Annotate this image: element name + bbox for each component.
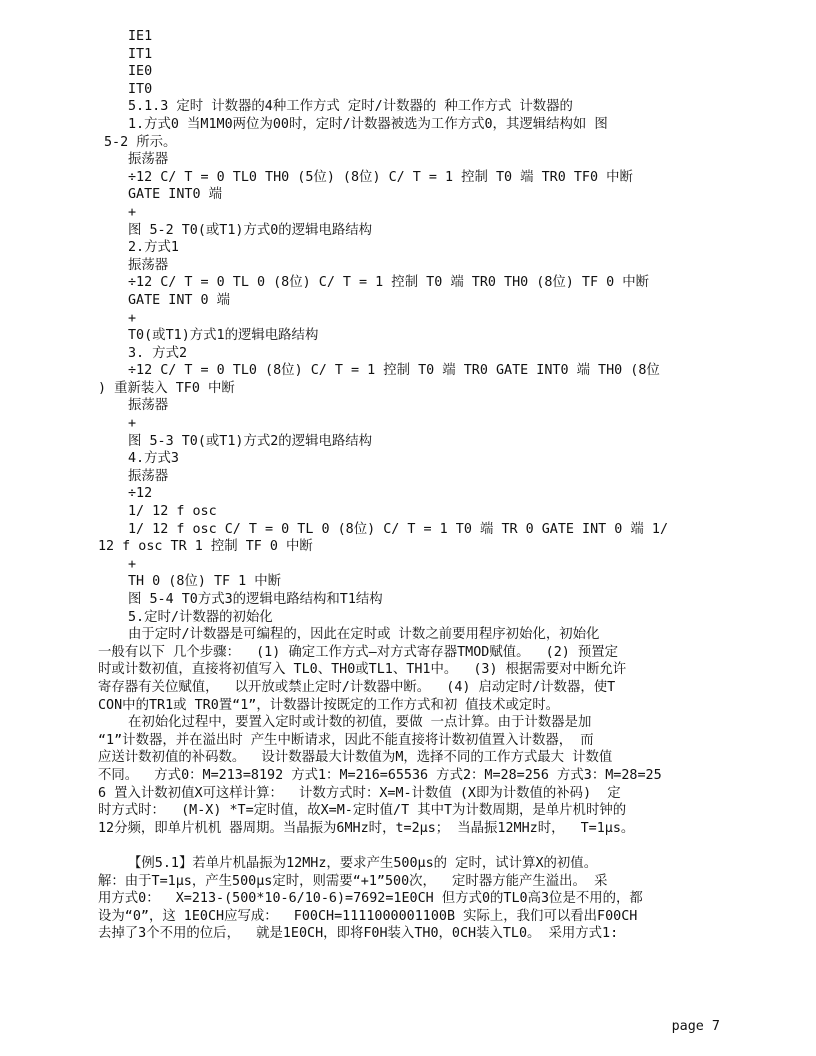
paragraph-line: 时或计数初值，直接将初值写入 TL0、TH0或TL1、TH1中。 (3) 根据需要对中断允许 — [98, 662, 627, 678]
paragraph-line: 去掉了3个不用的位后， 就是1E0CH，即将F0H装入TH0，0CH装入TL0。 采用方式1: — [98, 926, 619, 942]
blank-line — [98, 837, 724, 855]
paragraph-line: 应送计数初值的补码数。 设计数器最大计数值为M，选择不同的工作方式最大 计数值 — [98, 750, 613, 766]
example-title: 【例5.1】若单片机晶振为12MHz，要求产生500μs的 定时，试计算X的初值。 — [128, 855, 598, 871]
text-line: 12 f osc TR 1 控制 TF 0 中断 — [98, 539, 313, 555]
text-line: IE1 — [128, 29, 153, 44]
text-line: + — [128, 416, 137, 432]
section-heading: 5.1.3 定时 计数器的4种工作方式 定时/计数器的 种工作方式 计数器的 — [128, 99, 573, 115]
figure-caption: 图 5-4 T0方式3的逻辑电路结构和T1结构 — [128, 592, 383, 607]
paragraph-line: CON中的TR1或 TR0置“1”，计数器计按既定的工作方式和初 值技术或定时。 — [98, 697, 560, 713]
text-line: GATE INT0 端 — [128, 187, 223, 203]
paragraph-line: 寄存器有关位赋值， 以开放或禁止定时/计数器中断。 (4) 启动定时/计数器，使T — [98, 679, 616, 695]
paragraph-line: 一般有以下 几个步骤： (1) 确定工作方式—对方式寄存器TMOD赋值。 (2) 预置定 — [98, 644, 619, 660]
text-line: 1.方式0 当M1M0两位为00时，定时/计数器被选为工作方式0，其逻辑结构如 图 — [128, 116, 608, 132]
text-line: IT0 — [128, 81, 153, 97]
document-body — [98, 28, 724, 943]
figure-caption: 图 5-2 T0(或T1)方式0的逻辑电路结构 — [128, 222, 373, 238]
text-line: GATE INT 0 端 — [128, 292, 231, 308]
text-line: 振荡器 — [128, 468, 169, 484]
figure-caption: 图 5-3 T0(或T1)方式2的逻辑电路结构 — [128, 433, 373, 449]
section-heading: 5.定时/计数器的初始化 — [128, 609, 273, 625]
text-line: + — [128, 204, 137, 220]
text-line: 1/ 12 f osc C/ T = 0 TL 0 (8位) C/ T = 1 T0 端 TR 0 GATE INT 0 端 1/ — [128, 521, 669, 537]
text-line: 4.方式3 — [128, 451, 179, 467]
paragraph-line: 用方式0： X=213-(500*10-6/10-6)=7692=1E0CH 但方式0的TL0高3位是不用的，都 — [98, 891, 643, 907]
paragraph-line: 时方式时： (M-X) *T=定时值，故X=M-定时值/T 其中T为计数周期，是单片机时钟的 — [98, 803, 627, 819]
page-number: page 7 — [671, 1019, 720, 1034]
figure-caption: T0(或T1)方式1的逻辑电路结构 — [128, 328, 319, 344]
text-line: 振荡器 — [128, 398, 169, 414]
text-line: + — [128, 556, 137, 572]
text-line: 振荡器 — [128, 257, 169, 273]
paragraph-line: 由于定时/计数器是可编程的，因此在定时或 计数之前要用程序初始化，初始化 — [128, 627, 600, 643]
text-line: ÷12 C/ T = 0 TL 0 (8位) C/ T = 1 控制 T0 端 TR0 TH0 (8位) TF 0 中断 — [128, 275, 650, 291]
text-line: 3. 方式2 — [128, 345, 188, 361]
paragraph-line: “1”计数器，并在溢出时 产生中断请求，因此不能直接将计数初值置入计数器， 而 — [98, 732, 594, 748]
paragraph-line: 在初始化过程中，要置入定时或计数的初值，要做 一点计算。由于计数器是加 — [128, 715, 592, 731]
text-line: TH 0 (8位) TF 1 中断 — [128, 574, 282, 590]
text-line: ÷12 C/ T = 0 TL0 TH0 (5位) (8位) C/ T = 1 控制 T0 端 TR0 TF0 中断 — [128, 169, 633, 185]
text-line: 5-2 所示。 — [104, 134, 177, 150]
paragraph-line: 设为“0”，这 1E0CH应写成： F00CH=1111000001100B 实际上，我们可以看出F00CH — [98, 908, 638, 924]
text-line: + — [128, 310, 137, 326]
paragraph-line: 不同。 方式0：M=213=8192 方式1：M=216=65536 方式2：M=28=256 方式3：M=28=25 — [98, 767, 662, 783]
text-line: IT1 — [128, 46, 153, 62]
text-line: 1/ 12 f osc — [128, 504, 217, 520]
text-line: ÷12 — [128, 486, 153, 502]
paragraph-line: 解：由于T=1μs，产生500μs定时，则需要“+1”500次， 定时器方能产生溢出。 采 — [98, 873, 608, 889]
text-line: 振荡器 — [128, 152, 169, 168]
paragraph-line: 6 置入计数初值X可这样计算： 计数方式时：X=M-计数值 (X即为计数值的补码) 定 — [98, 785, 621, 801]
text-line: 2.方式1 — [128, 240, 179, 256]
text-line: ) 重新装入 TF0 中断 — [98, 380, 235, 396]
paragraph-line: 12分频，即单片机机 器周期。当晶振为6MHz时，t=2μs； 当晶振12MHz时， T=1μs。 — [98, 820, 635, 836]
text-line: ÷12 C/ T = 0 TL0 (8位) C/ T = 1 控制 T0 端 TR0 GATE INT0 端 TH0 (8位 — [128, 363, 660, 379]
text-line: IE0 — [128, 64, 153, 80]
